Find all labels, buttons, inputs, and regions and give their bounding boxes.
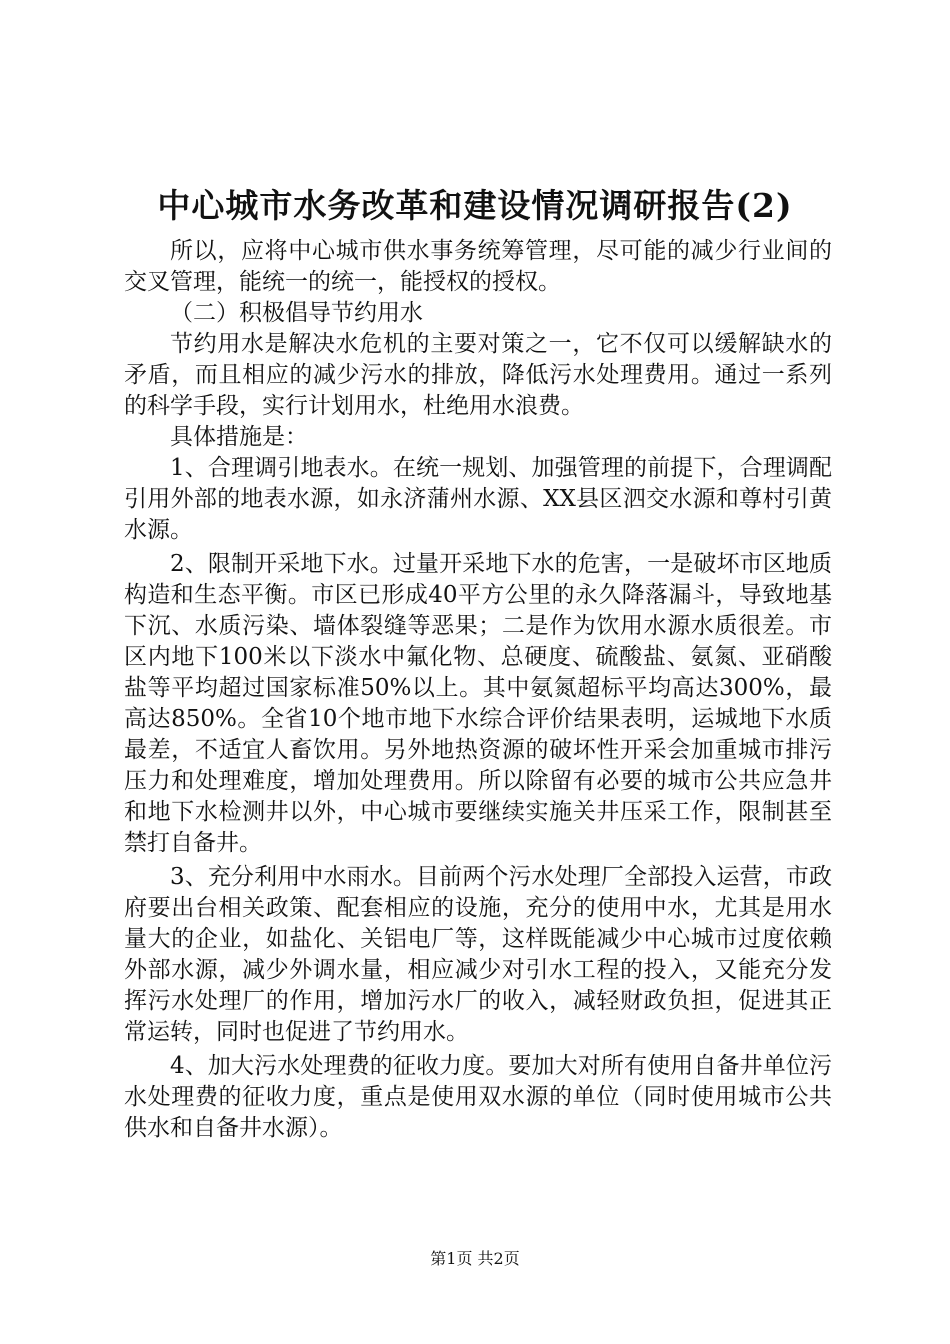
paragraph-measure-2: 2、限制开采地下水。过量开采地下水的危害，一是破坏市区地质构造和生态平衡。市区已形成40平方公里的永久降落漏斗，导致地基下沉、水质污染、墙体裂缝等恶果；二是作为饮用水源水质很差。市区内地下100米以下淡水中氟化物、总硬度、硫酸盐、氨氮、亚硝酸盐等平均超过国家标准50%以上。其中氨氮超标平均高达300%，最高达850%。全省10个地市地下水综合评价结果表明，运城地下水质最差，不适宜人畜饮用。另外地热资源的破坏性开采会加重城市排污压力和处理难度，增加处理费用。所以除留有必要的城市公共应急井和地下水检测井以外，中心城市要继续实施关井压采工作，限制甚至禁打自备井。 <box>124 551 832 856</box>
paragraph-measures-label: 具体措施是： <box>170 424 308 450</box>
paragraph-measure-1: 1、合理调引地表水。在统一规划、加强管理的前提下，合理调配引用外部的地表水源，如永济蒲州水源、XX县区泗交水源和尊村引黄水源。 <box>124 455 832 543</box>
paragraph-water-saving: 节约用水是解决水危机的主要对策之一，它不仅可以缓解缺水的矛盾，而且相应的减少污水的排放，降低污水处理费用。通过一系列的科学手段，实行计划用水，杜绝用水浪费。 <box>124 331 832 419</box>
paragraph-intro: 所以，应将中心城市供水事务统筹管理，尽可能的减少行业间的交叉管理，能统一的统一，能授权的授权。 <box>124 238 832 295</box>
section-heading-water-saving: （二）积极倡导节约用水 <box>170 300 423 326</box>
page-number-footer: 第1页 共2页 <box>430 1249 520 1268</box>
paragraph-measure-3: 3、充分利用中水雨水。目前两个污水处理厂全部投入运营，市政府要出台相关政策、配套相应的设施，充分的使用中水，尤其是用水量大的企业，如盐化、关铝电厂等，这样既能减少中心城市过度依赖外部水源，减少外调水量，相应减少对引水工程的投入，又能充分发挥污水处理厂的作用，增加污水厂的收入，减轻财政负担，促进其正常运转，同时也促进了节约用水。 <box>124 864 832 1045</box>
document-title: 中心城市水务改革和建设情况调研报告(2) <box>157 186 793 225</box>
paragraph-measure-4: 4、加大污水处理费的征收力度。要加大对所有使用自备井单位污水处理费的征收力度，重点是使用双水源的单位（同时使用城市公共供水和自备井水源）。 <box>124 1053 832 1141</box>
document-body <box>124 236 832 1147</box>
